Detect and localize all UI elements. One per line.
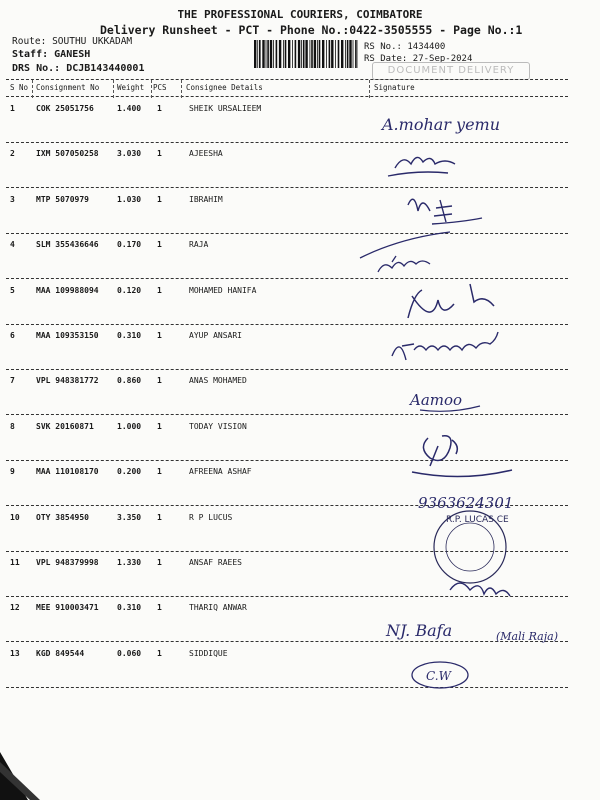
- table-top-rule: [6, 79, 568, 80]
- column-divider: [151, 80, 152, 98]
- staff-line: [12, 49, 90, 60]
- cell-pcs: 1: [157, 285, 162, 295]
- cell-consignment-no: IXM 507050258: [36, 149, 99, 159]
- row-separator: [6, 324, 568, 325]
- cell-pcs: 1: [157, 558, 162, 567]
- cell-consignee: R P LUCUS: [189, 512, 233, 522]
- cell-weight: 1.000: [117, 421, 142, 431]
- cell-sno: 6: [10, 331, 15, 340]
- cell-consignee: SHEIK URSALIEEM: [189, 104, 262, 113]
- drs-value: DCJB143440001: [66, 63, 145, 74]
- col-header-weight: Weight: [117, 83, 145, 92]
- route-line: [12, 36, 132, 47]
- signature-row-5: [408, 284, 494, 318]
- rs-no-value: 1434400: [407, 42, 446, 52]
- staff-value: GANESH: [54, 49, 91, 60]
- scan-shadow: [0, 752, 70, 800]
- cell-consignee: THARIQ ANWAR: [189, 603, 247, 613]
- cell-pcs: 1: [157, 194, 162, 204]
- cell-pcs: 1: [157, 240, 162, 250]
- route-value: SOUTHU UKKADAM: [52, 36, 133, 47]
- cell-sno: 7: [10, 376, 15, 386]
- cell-weight: 0.200: [117, 467, 142, 477]
- cell-pcs: 1: [157, 467, 162, 477]
- signature-row-9: 9363624301: [418, 494, 514, 512]
- cell-pcs: 1: [157, 512, 162, 522]
- cell-pcs: 1: [157, 104, 162, 113]
- column-divider: [369, 80, 370, 98]
- cell-weight: 0.170: [117, 240, 142, 250]
- cell-pcs: 1: [157, 421, 162, 431]
- signature-underline: [420, 406, 480, 411]
- staff-label: Staff:: [12, 49, 49, 60]
- cell-consignment-no: SLM 355436646: [36, 240, 99, 250]
- cell-weight: 3.350: [117, 512, 142, 522]
- col-header-consignee: Consignee Details: [186, 83, 263, 92]
- document-delivery-stamp: DOCUMENT DELIVERY: [372, 62, 530, 80]
- cell-weight: 0.860: [117, 376, 142, 386]
- cell-sno: 13: [10, 648, 20, 658]
- cell-sno: 4: [10, 240, 15, 250]
- cell-consignee: ANSAF RAEES: [189, 558, 242, 567]
- cell-weight: 3.030: [117, 149, 142, 159]
- cell-sno: 2: [10, 149, 15, 159]
- column-divider: [181, 80, 182, 98]
- cell-pcs: 1: [157, 331, 162, 340]
- row-separator: [6, 278, 568, 279]
- row-separator: [6, 641, 568, 642]
- col-header-consignment: Consignment No: [36, 83, 100, 92]
- cell-consignment-no: KGD 849544: [36, 648, 85, 658]
- cell-weight: 0.060: [117, 648, 142, 658]
- sheet-title: Delivery Runsheet - PCT - Phone No.:0422-3505555 - Page No.:1: [100, 23, 523, 37]
- cell-pcs: 1: [157, 648, 162, 658]
- rp-lucas-seal: [434, 511, 509, 583]
- cell-weight: 1.030: [117, 194, 142, 204]
- cell-consignment-no: COK 25051756: [36, 104, 94, 113]
- cell-pcs: 1: [157, 376, 162, 386]
- cell-consignment-no: SVK 20160871: [36, 421, 94, 431]
- signature-row-11: [450, 583, 510, 596]
- drs-label: DRS No.:: [12, 63, 61, 74]
- cell-sno: 5: [10, 285, 15, 295]
- cell-weight: 1.330: [117, 558, 142, 567]
- cell-sno: 8: [10, 421, 15, 431]
- cell-consignment-no: MTP 5070979: [36, 194, 89, 204]
- col-header-sno: S No: [10, 83, 29, 92]
- cell-sno: 3: [10, 194, 15, 204]
- cell-consignment-no: MEE 910003471: [36, 603, 99, 613]
- cell-consignee: SIDDIQUE: [189, 648, 228, 658]
- row-separator: [6, 460, 568, 461]
- cell-consignee: IBRAHIM: [189, 194, 223, 204]
- row-separator: [6, 551, 568, 552]
- cell-sno: 12: [10, 603, 20, 613]
- cell-consignee: AYUP ANSARI: [189, 331, 242, 340]
- cell-weight: 1.400: [117, 104, 142, 113]
- row-separator: [6, 233, 568, 234]
- signature-row-2: [388, 157, 455, 176]
- cell-sno: 9: [10, 467, 15, 477]
- cell-consignment-no: VPL 948381772: [36, 376, 99, 386]
- cell-consignee: AJEESHA: [189, 149, 223, 159]
- rs-no-label: RS No.:: [364, 42, 402, 52]
- cell-consignee: TODAY VISION: [189, 421, 247, 431]
- signature-row-12: NJ. Bafa: [386, 621, 453, 640]
- row-separator: [6, 596, 568, 597]
- signature-row-12-extra: (Mali Raja): [496, 630, 558, 643]
- cell-consignment-no: VPL 948379998: [36, 558, 99, 567]
- col-header-pcs: PCS: [153, 83, 167, 92]
- cell-consignment-no: OTY 3854950: [36, 512, 89, 522]
- company-name: THE PROFESSIONAL COURIERS, COIMBATORE: [177, 8, 423, 21]
- signature-row-8: [412, 436, 512, 477]
- cell-consignment-no: MAA 109353150: [36, 331, 99, 340]
- seal-text: R.P. LUCAS CE: [446, 515, 509, 525]
- row-separator: [6, 505, 568, 506]
- row-separator: [6, 142, 568, 143]
- signature-row-13-ring: [412, 662, 468, 688]
- row-separator: [6, 687, 568, 688]
- cell-weight: 0.120: [117, 285, 142, 295]
- row-separator: [6, 187, 568, 188]
- route-label: Route:: [12, 36, 47, 47]
- cell-weight: 0.310: [117, 603, 142, 613]
- row-separator: [6, 414, 568, 415]
- drs-line: [12, 63, 144, 74]
- cell-sno: 1: [10, 104, 15, 113]
- signature-row-6: [392, 332, 498, 360]
- rs-no-line: [364, 42, 445, 52]
- signature-row-13: C.W: [426, 669, 451, 683]
- rs-date-value: 27-Sep-2024: [412, 54, 473, 64]
- signature-row-7: Aamoo: [410, 391, 463, 409]
- signature-row-3: [408, 199, 482, 224]
- table-header-rule: [6, 96, 568, 97]
- cell-consignment-no: MAA 110108170: [36, 467, 99, 477]
- cell-consignment-no: MAA 109988094: [36, 285, 99, 295]
- rs-date-label: RS Date:: [364, 54, 408, 64]
- cell-pcs: 1: [157, 149, 162, 159]
- cell-sno: 10: [10, 512, 20, 522]
- row-separator: [6, 369, 568, 370]
- cell-consignee: AFREENA ASHAF: [189, 467, 252, 477]
- cell-consignee: MOHAMED HANIFA: [189, 285, 257, 295]
- cell-sno: 11: [10, 558, 20, 567]
- column-divider: [32, 80, 33, 98]
- col-header-signature: Signature: [374, 83, 415, 92]
- cell-consignee: RAJA: [189, 240, 209, 250]
- column-divider: [113, 80, 114, 98]
- signature-row-1: A.mohar yemu: [382, 115, 501, 134]
- signature-row-4: [360, 232, 450, 272]
- barcode: [254, 40, 358, 68]
- cell-weight: 0.310: [117, 331, 142, 340]
- cell-consignee: ANAS MOHAMED: [189, 376, 247, 386]
- cell-pcs: 1: [157, 603, 162, 613]
